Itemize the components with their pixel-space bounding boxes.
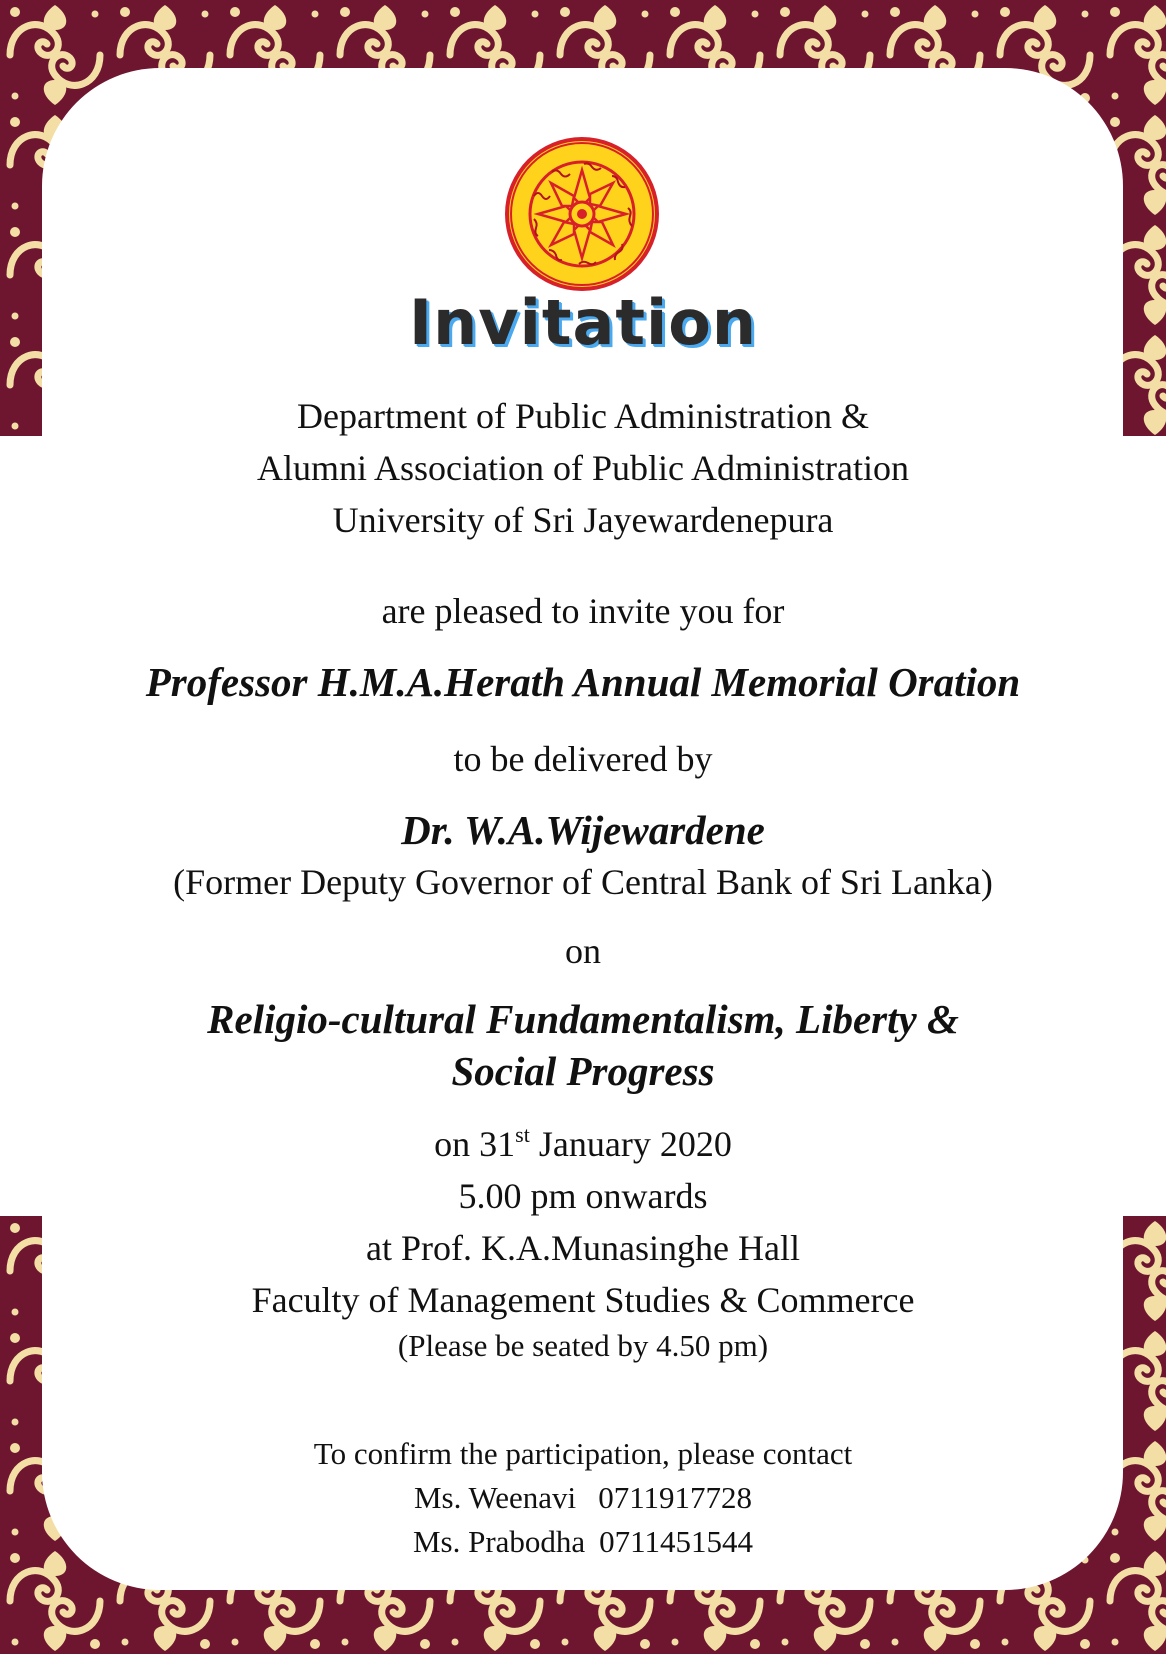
organizers-block [0,390,1166,546]
organizer-line: Department of Public Administration & [297,396,869,436]
speaker-name: Dr. W.A.Wijewardene [401,807,765,853]
contact-intro: To confirm the participation, please contact [313,1436,853,1471]
contact-phone: 0711917728 [598,1480,753,1515]
contact-person [0,1476,1166,1520]
event-faculty: Faculty of Management Studies & Commerce [251,1280,915,1320]
topic-line: Religio-cultural Fundamentalism, Liberty & [207,996,959,1042]
event-date: on 31st January 2020 [434,1122,732,1164]
contact-person [0,1520,1166,1564]
contact-name: Ms. Weenavi [413,1480,577,1515]
speaker-role: (Former Deputy Governor of Central Bank of Sri Lanka) [173,862,993,902]
event-venue: at Prof. K.A.Munasinghe Hall [366,1228,800,1268]
organizer-line: University of Sri Jayewardenepura [332,500,834,540]
contact-phone: 0711451544 [599,1524,754,1559]
organizer-line: Alumni Association of Public Administration [257,448,909,488]
oration-topic [0,993,1166,1097]
contact-name: Ms. Prabodha [412,1524,586,1559]
contact-block [0,1432,1166,1564]
delivered-by-text: to be delivered by [453,739,713,779]
event-time: 5.00 pm onwards [458,1176,708,1216]
event-details [0,1118,1166,1326]
invitation-heading: Invitation [409,286,757,359]
on-text: on [565,931,601,971]
oration-title: Professor H.M.A.Herath Annual Memorial Oration [145,659,1021,705]
seating-note: (Please be seated by 4.50 pm) [397,1328,769,1363]
university-seal-logo [504,136,660,292]
invite-text: are pleased to invite you for [381,591,785,631]
topic-line: Social Progress [451,1048,715,1094]
